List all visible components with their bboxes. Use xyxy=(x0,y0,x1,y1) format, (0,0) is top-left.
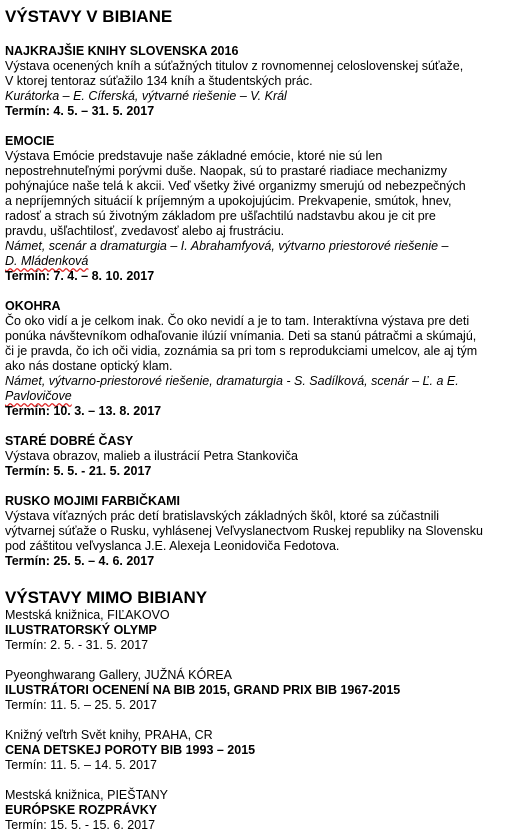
exhibition-description: Výstava ocenených kníh a súťažných titulov z rovnomennej celoslovenskej súťaže, V ktorej tentoraz súťažilo 134 kníh a študentských prác. xyxy=(5,59,464,88)
exhibition-term: Termín: 4. 5. – 31. 5. 2017 xyxy=(5,104,155,118)
exhibition-description: Výstava Emócie predstavuje naše základné emócie, ktoré nie sú len nepostrehnuteľnými porývmi duše. Naopak, sú to prastaré riadiace mechanizmy pohýnajúce naše telá k akcii. Veď všetky živé organizmy smerujú od nebezpečných a nepríjemných situácií k príjemným a upokojujúcim. Prekvapenie, smútok, hnev, radosť a strach sú životným základom pre ušľachtilú nadstavbu akou je cit pre pravdu, ušľachtilosť, zvedavosť alebo aj frustráciu. xyxy=(5,149,466,238)
outside-title: ILUSTRÁTORI OCENENÍ NA BIB 2015, GRAND PRIX BIB 1967-2015 xyxy=(5,683,401,697)
outside-exhibition-korea xyxy=(5,668,510,713)
exhibition-emocie xyxy=(5,134,510,284)
outside-exhibition-filakovo xyxy=(5,608,510,653)
exhibition-title: OKOHRA xyxy=(5,299,61,313)
outside-exhibition-praha xyxy=(5,728,510,773)
outside-exhibition-piestany xyxy=(5,788,510,833)
exhibition-credits: Kurátorka – E. Cíferská, výtvarné riešenie – V. Král xyxy=(5,89,287,103)
section-heading-bibiana: VÝSTAVY V BIBIANE xyxy=(5,7,173,26)
exhibition-title: EMOCIE xyxy=(5,134,55,148)
outside-term: Termín: 15. 5. - 15. 6. 2017 xyxy=(5,818,156,832)
exhibition-najkrajsie-knihy xyxy=(5,44,510,119)
outside-title: ILUSTRATORSKÝ OLYMP xyxy=(5,623,157,637)
exhibition-stare-dobre-casy xyxy=(5,434,510,479)
outside-term: Termín: 2. 5. - 31. 5. 2017 xyxy=(5,638,149,652)
exhibition-credits: Námet, výtvarno-priestorové riešenie, dramaturgia - S. Sadílková, scenár – Ľ. a E. Pavlovičove xyxy=(5,374,459,403)
exhibition-description: Výstava víťazných prác detí bratislavských základných škôl, ktoré sa zúčastnili výtvarnej súťaže o Rusku, vyhlásenej Veľvyslanectvom Ruskej republiky na Slovensku pod záštitou veľvyslanca J.E. Alexeja Leonidoviča Fedotova. xyxy=(5,509,484,553)
exhibition-term: Termín: 7. 4. – 8. 10. 2017 xyxy=(5,269,155,283)
outside-venue: Knižný veľtrh Svět knihy, PRAHA, CR xyxy=(5,728,213,742)
exhibition-term: Termín: 10. 3. – 13. 8. 2017 xyxy=(5,404,162,418)
exhibition-rusko-mojimi-farbickami xyxy=(5,494,510,569)
outside-venue: Pyeonghwarang Gallery, JUŽNÁ KÓREA xyxy=(5,668,232,682)
exhibition-title: STARÉ DOBRÉ ČASY xyxy=(5,434,134,448)
exhibition-term: Termín: 25. 5. – 4. 6. 2017 xyxy=(5,554,155,568)
exhibition-description: Čo oko vidí a je celkom inak. Čo oko nevidí a je to tam. Interaktívna výstava pre deti ponúka návštevníkom odhaľovanie ilúzií vnímania. Deti sa stanú pátračmi a skúmajú, či je pravda, čo ich oči vidia, zoznámia sa pri tom s reprodukciami umelcov, ale aj tým ako nás dostane optický klam. xyxy=(5,314,478,373)
outside-term: Termín: 11. 5. – 25. 5. 2017 xyxy=(5,698,157,712)
outside-title: CENA DETSKEJ POROTY BIB 1993 – 2015 xyxy=(5,743,256,757)
exhibition-title: NAJKRAJŠIE KNIHY SLOVENSKA 2016 xyxy=(5,44,239,58)
document-page xyxy=(5,6,510,833)
outside-title: EURÓPSKE ROZPRÁVKY xyxy=(5,803,158,817)
outside-term: Termín: 11. 5. – 14. 5. 2017 xyxy=(5,758,157,772)
exhibition-description: Výstava obrazov, malieb a ilustrácií Petra Stankoviča xyxy=(5,449,298,463)
outside-venue: Mestská knižnica, FIĽAKOVO xyxy=(5,608,170,622)
exhibition-okohra xyxy=(5,299,510,419)
exhibition-title: RUSKO MOJIMI FARBIČKAMI xyxy=(5,494,180,508)
section-heading-outside: VÝSTAVY MIMO BIBIANY xyxy=(5,588,208,607)
exhibition-credits: Námet, scenár a dramaturgia – I. Abrahamfyová, výtvarno priestorové riešenie – D. Mládenková xyxy=(5,239,449,268)
exhibition-term: Termín: 5. 5. - 21. 5. 2017 xyxy=(5,464,152,478)
outside-venue: Mestská knižnica, PIEŠTANY xyxy=(5,788,169,802)
